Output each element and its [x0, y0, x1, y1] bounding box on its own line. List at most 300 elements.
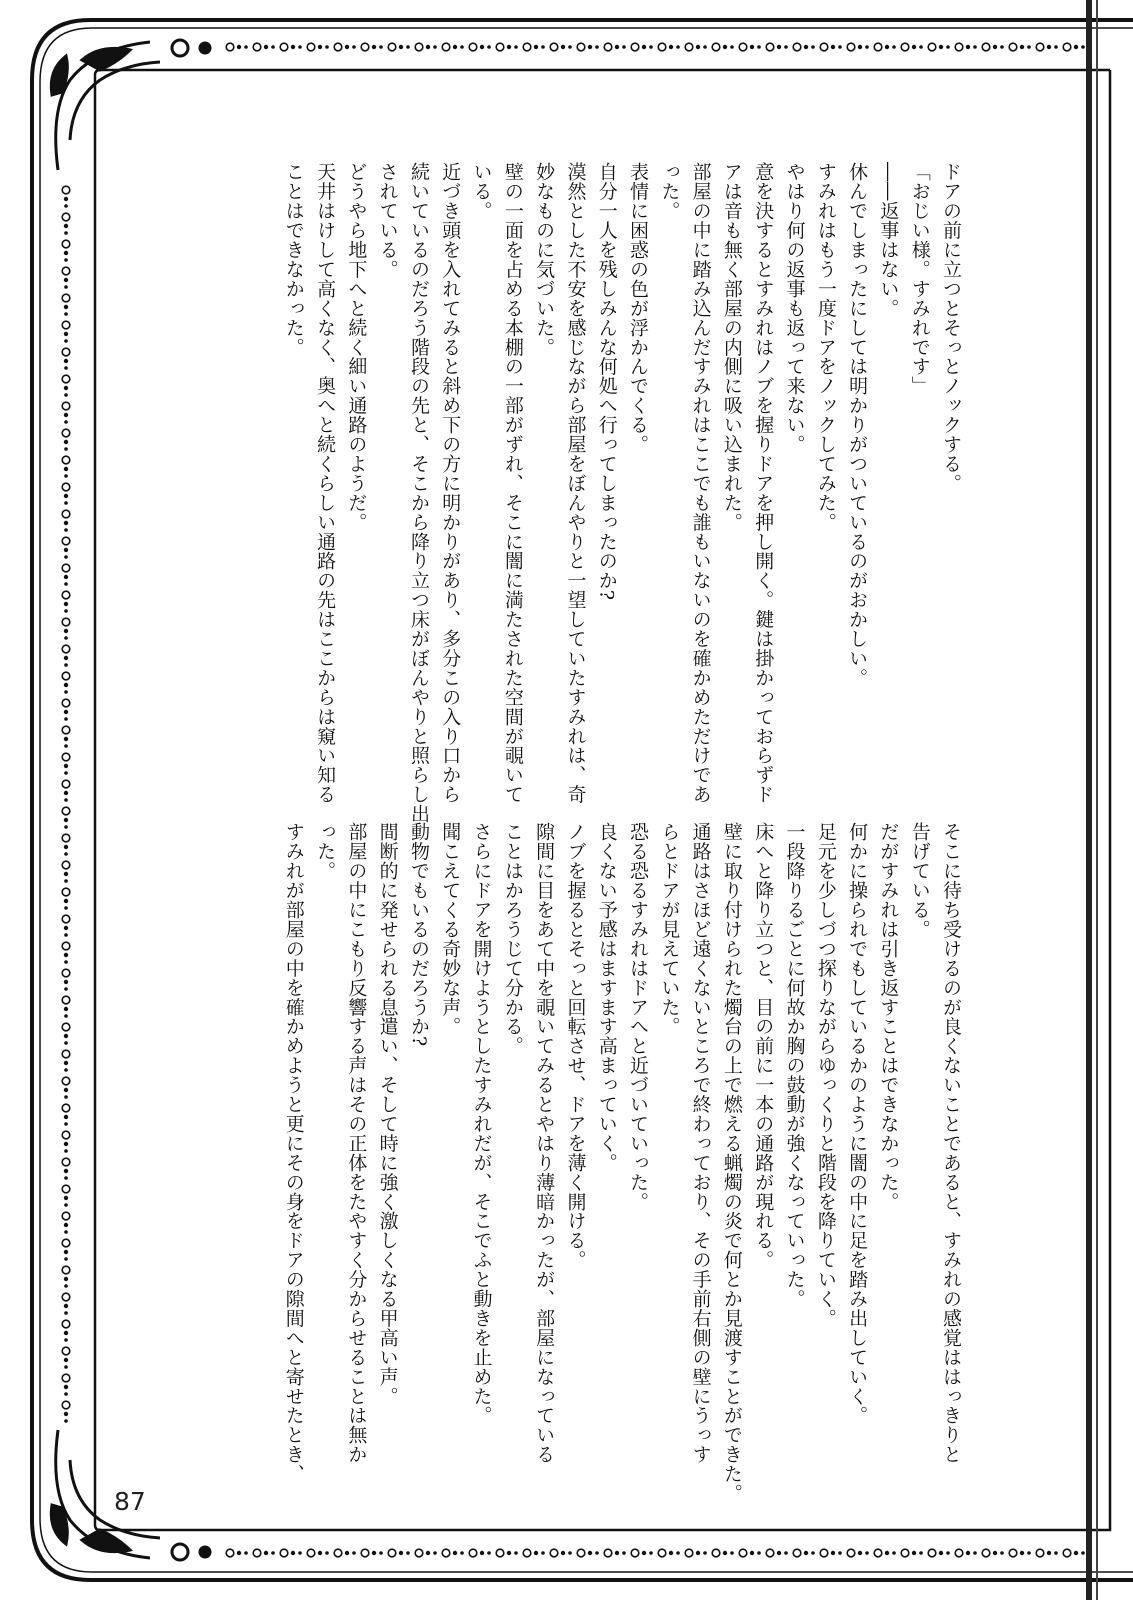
border-dot: [62, 1212, 70, 1220]
text-line: 漠然とした不安を感じながら部屋をぼんやりと一望していたすみれは、奇: [564, 162, 587, 804]
border-dot: [453, 1551, 457, 1555]
text-line: だがすみれは引き返すことはできなかった。: [877, 822, 900, 1211]
border-dot: [577, 1549, 585, 1557]
border-dot: [541, 1551, 545, 1555]
border-dot: [712, 1549, 720, 1557]
border-dot: [361, 1549, 369, 1557]
border-dot: [64, 501, 68, 505]
border-dot: [64, 528, 68, 532]
border-dot: [372, 45, 376, 49]
border-dot: [62, 1401, 70, 1409]
border-dot: [64, 1068, 68, 1072]
text-line: 意を決するとすみれはノブを握りドアを押し開く。鍵は掛かっておらずド: [752, 162, 775, 804]
border-dot: [507, 45, 511, 49]
border-dot: [1009, 1549, 1017, 1557]
border-dot: [64, 1149, 68, 1153]
text-line: 床へと降り立つと、目の前に一本の通路が現れる。: [752, 822, 775, 1270]
border-dot: [64, 548, 68, 552]
right-edge-bar-2: [1096, 0, 1098, 1600]
text-line: ドアの前に立つとそっとノックする。: [940, 162, 962, 493]
border-dot: [676, 45, 680, 49]
border-dot: [298, 45, 302, 49]
border-dot: [64, 609, 68, 613]
border-dot: [777, 45, 781, 49]
border-dot: [237, 1551, 241, 1555]
border-dot: [64, 1122, 68, 1126]
border-dot: [62, 861, 70, 869]
border-dot: [865, 1551, 869, 1555]
border-dot: [64, 494, 68, 498]
border-dot: [64, 1358, 68, 1362]
border-dot: [550, 1549, 558, 1557]
border-dot: [892, 45, 896, 49]
border-dot: [1020, 1551, 1024, 1555]
border-dot: [64, 852, 68, 856]
text-line: 告げている。: [908, 822, 931, 939]
border-dot: [793, 43, 801, 51]
border-dot: [1009, 43, 1017, 51]
text-line: 表情に困惑の色が浮かんでくる。: [627, 162, 650, 454]
border-dot: [64, 1176, 68, 1180]
border-dot: [550, 43, 558, 51]
border-dot: [577, 43, 585, 51]
border-dot: [966, 1551, 970, 1555]
border-dot: [973, 1551, 977, 1555]
right-edge-bar: [1086, 0, 1092, 1600]
border-dot: [64, 771, 68, 775]
text-line: 部屋の中に踏み込んだすみれはここでも誰もいないのを確かめただけであ: [689, 162, 712, 804]
border-dot: [892, 1551, 896, 1555]
border-dot: [64, 1230, 68, 1234]
border-dot: [64, 1412, 68, 1416]
border-dot: [523, 1549, 531, 1557]
border-dot: [64, 872, 68, 876]
border-dot: [62, 537, 70, 545]
border-dot: [541, 45, 545, 49]
border-dot: [658, 1549, 666, 1557]
border-dot: [649, 45, 653, 49]
border-dot: [426, 45, 430, 49]
border-dot: [820, 43, 828, 51]
border-dot: [64, 582, 68, 586]
border-dot: [64, 602, 68, 606]
text-line: 何かに操られでもしているかのように闇の中に足を踏み出していく。: [846, 822, 869, 1425]
border-dot: [64, 1142, 68, 1146]
border-dot: [62, 1050, 70, 1058]
text-line: ことはできなかった。: [282, 162, 305, 357]
border-dot: [669, 1551, 673, 1555]
border-dot: [64, 1385, 68, 1389]
border-dot: [712, 43, 720, 51]
border-dot: [939, 45, 943, 49]
border-dot: [64, 1257, 68, 1261]
border-dot: [237, 45, 241, 49]
border-dot: [62, 942, 70, 950]
border-dot: [460, 1551, 464, 1555]
border-dot: [568, 45, 572, 49]
border-dot: [62, 996, 70, 1004]
border-dot: [62, 645, 70, 653]
border-dot: [469, 1549, 477, 1557]
border-dot: [523, 43, 531, 51]
border-dot: [62, 456, 70, 464]
border-dot: [62, 1374, 70, 1382]
border-dot: [514, 1551, 518, 1555]
border-dot: [442, 43, 450, 51]
border-dot: [874, 1549, 882, 1557]
border-dot: [399, 45, 403, 49]
border-dot: [696, 45, 700, 49]
border-dot: [885, 45, 889, 49]
border-dot: [226, 43, 234, 51]
border-dot: [1020, 45, 1024, 49]
border-dot: [64, 798, 68, 802]
border-dot: [64, 575, 68, 579]
border-dot: [469, 43, 477, 51]
border-dot: [62, 1347, 70, 1355]
border-dot: [534, 1551, 538, 1555]
border-dot: [622, 1551, 626, 1555]
border-dot: [730, 1551, 734, 1555]
border-dot: [264, 1551, 268, 1555]
border-dot: [64, 1115, 68, 1119]
border-dot: [912, 1551, 916, 1555]
border-dot: [955, 1549, 963, 1557]
border-dot: [1063, 43, 1071, 51]
border-dot: [568, 1551, 572, 1555]
border-dot: [62, 915, 70, 923]
page-number: 87: [114, 1487, 146, 1516]
border-dot: [318, 1551, 322, 1555]
text-line: 部屋の中にこもり反響する声はその正体をたやすく分からせることは無か: [345, 822, 368, 1464]
border-dot: [64, 656, 68, 660]
border-dot: [1047, 45, 1051, 49]
border-dot: [64, 960, 68, 964]
border-dot: [1036, 43, 1044, 51]
text-line: 動物でもいるのだろうか?: [407, 822, 430, 1047]
border-dot: [739, 43, 747, 51]
border-dot: [62, 699, 70, 707]
border-dot: [64, 224, 68, 228]
border-dot: [64, 663, 68, 667]
border-dot: [831, 1551, 835, 1555]
border-dot: [307, 43, 315, 51]
border-dot: [685, 43, 693, 51]
border-dot: [615, 1551, 619, 1555]
border-dot: [62, 618, 70, 626]
border-dot: [64, 683, 68, 687]
border-dot: [426, 1551, 430, 1555]
text-line: 休んでしまったにしては明かりがついているのがおかしい。: [846, 162, 869, 688]
border-dot: [62, 1104, 70, 1112]
text-line: 自分一人を残しみんな何処へ行ってしまったのか?: [595, 162, 618, 601]
bottom-dot-border: [226, 1549, 1085, 1557]
text-line: すみれはもう一度ドアをノックしてみた。: [814, 162, 837, 532]
border-dot: [64, 258, 68, 262]
border-dot: [388, 1549, 396, 1557]
border-dot: [703, 45, 707, 49]
border-dot: [64, 474, 68, 478]
border-dot: [831, 45, 835, 49]
border-dot: [361, 43, 369, 51]
text-line: った。: [658, 162, 681, 221]
border-dot: [649, 1551, 653, 1555]
border-dot: [595, 1551, 599, 1555]
border-dot: [460, 45, 464, 49]
border-dot: [325, 45, 329, 49]
border-dot: [64, 1284, 68, 1288]
text-line: 間断的に発せられる息遣い、そして時に強く激しくなる甲高い声。: [376, 822, 399, 1406]
border-dot: [669, 45, 673, 49]
border-dot: [62, 1239, 70, 1247]
top-left-flourish: [51, 40, 210, 170]
border-dot: [62, 186, 70, 194]
border-dot: [973, 45, 977, 49]
border-dot: [62, 1320, 70, 1328]
border-dot: [480, 1551, 484, 1555]
border-dot: [64, 440, 68, 444]
border-dot: [64, 251, 68, 255]
border-dot: [64, 1088, 68, 1092]
border-dot: [62, 429, 70, 437]
border-dot: [982, 1549, 990, 1557]
border-dot: [534, 45, 538, 49]
border-dot: [993, 1551, 997, 1555]
border-dot: [298, 1551, 302, 1555]
border-dot: [271, 45, 275, 49]
border-dot: [291, 45, 295, 49]
border-dot: [750, 45, 754, 49]
text-line: さらにドアを開けようとしたすみれだが、そこでふと動きを止めた。: [470, 822, 493, 1425]
border-dot: [928, 43, 936, 51]
border-dot: [64, 1223, 68, 1227]
border-dot: [642, 45, 646, 49]
border-dot: [64, 1277, 68, 1281]
upper-text-block: [277, 162, 966, 824]
border-dot: [62, 726, 70, 734]
border-dot: [62, 591, 70, 599]
border-dot: [811, 45, 815, 49]
border-dot: [766, 43, 774, 51]
border-dot: [901, 43, 909, 51]
border-dot: [838, 45, 842, 49]
border-dot: [993, 45, 997, 49]
border-dot: [64, 636, 68, 640]
border-dot: [874, 43, 882, 51]
text-line: 壁に取り付けられた燭台の上で燃える蝋燭の炎で何とか見渡すことができた。: [720, 822, 743, 1503]
border-dot: [507, 1551, 511, 1555]
border-dot: [64, 231, 68, 235]
border-dot: [64, 386, 68, 390]
border-dot: [804, 45, 808, 49]
border-dot: [64, 366, 68, 370]
border-dot: [64, 420, 68, 424]
border-dot: [62, 402, 70, 410]
border-dot: [379, 1551, 383, 1555]
border-dot: [64, 1392, 68, 1396]
border-dot: [685, 1549, 693, 1557]
border-dot: [64, 1311, 68, 1315]
border-dot: [804, 1551, 808, 1555]
text-line: すみれが部屋の中を確かめようと更にその身をドアの隙間へと寄せたとき、: [282, 822, 305, 1484]
border-dot: [64, 791, 68, 795]
lower-text-block: [277, 822, 966, 1503]
border-dot: [62, 753, 70, 761]
border-dot: [496, 1549, 504, 1557]
text-line: 恐る恐るすみれはドアへと近づいていった。: [627, 822, 650, 1211]
border-dot: [226, 1549, 234, 1557]
text-line: 妙なものに気づいた。: [533, 162, 556, 357]
border-dot: [62, 834, 70, 842]
border-dot: [64, 555, 68, 559]
border-dot: [514, 45, 518, 49]
border-dot: [64, 197, 68, 201]
border-dot: [64, 737, 68, 741]
border-dot: [838, 1551, 842, 1555]
border-dot: [62, 780, 70, 788]
border-dot: [64, 204, 68, 208]
border-dot: [64, 312, 68, 316]
text-line: 近づき頭を入れてみると斜め下の方に明かりがあり、多分この入り口から: [439, 162, 462, 804]
border-dot: [64, 359, 68, 363]
border-dot: [631, 1549, 639, 1557]
text-line: った。: [314, 822, 337, 881]
border-dot: [64, 926, 68, 930]
left-dot-border: [62, 186, 70, 1423]
border-dot: [62, 1131, 70, 1139]
border-dot: [64, 1419, 68, 1423]
text-line: ノブを握るとそっと回転させ、ドアを薄く開ける。: [564, 822, 587, 1270]
border-dot: [62, 267, 70, 275]
border-dot: [703, 1551, 707, 1555]
border-dot: [62, 510, 70, 518]
border-dot: [345, 45, 349, 49]
text-line: どうやら地下へと続く細い通路のようだ。: [345, 162, 368, 532]
border-dot: [64, 393, 68, 397]
border-dot: [64, 1014, 68, 1018]
border-dot: [955, 43, 963, 51]
border-dot: [280, 1549, 288, 1557]
border-dot: [415, 43, 423, 51]
border-dot: [595, 45, 599, 49]
border-dot: [64, 1061, 68, 1065]
border-dot: [334, 43, 342, 51]
border-dot: [325, 1551, 329, 1555]
border-dot: [453, 45, 457, 49]
border-dot: [642, 1551, 646, 1555]
border-dot: [784, 1551, 788, 1555]
border-dot: [62, 375, 70, 383]
border-dot: [64, 332, 68, 336]
border-dot: [62, 1266, 70, 1274]
border-dot: [62, 240, 70, 248]
border-dot: [62, 483, 70, 491]
border-dot: [291, 1551, 295, 1555]
border-dot: [64, 1095, 68, 1099]
text-line: アは音も無く部屋の内側に吸い込まれた。: [720, 162, 743, 532]
border-dot: [588, 1551, 592, 1555]
border-dot: [264, 45, 268, 49]
border-dot: [604, 43, 612, 51]
border-dot: [676, 1551, 680, 1555]
border-dot: [1047, 1551, 1051, 1555]
border-dot: [64, 339, 68, 343]
border-dot: [496, 43, 504, 51]
text-line: やはり何の返事も返って来ない。: [783, 162, 806, 454]
border-dot: [352, 1551, 356, 1555]
border-dot: [1054, 1551, 1058, 1555]
border-dot: [615, 45, 619, 49]
text-line: 「おじい様。すみれです」: [908, 162, 931, 396]
border-dot: [271, 1551, 275, 1555]
border-dot: [939, 1551, 943, 1555]
border-dot: [858, 45, 862, 49]
border-dot: [406, 1551, 410, 1555]
border-dot: [487, 45, 491, 49]
text-line: 壁の一面を占める本棚の一部がずれ、そこに闇に満たされた空間が覗いて: [501, 162, 524, 804]
border-dot: [62, 888, 70, 896]
border-dot: [901, 1549, 909, 1557]
border-dot: [62, 1293, 70, 1301]
border-dot: [928, 1549, 936, 1557]
border-dot: [64, 1338, 68, 1342]
border-dot: [946, 45, 950, 49]
border-dot: [64, 710, 68, 714]
border-dot: [64, 744, 68, 748]
border-dot: [480, 45, 484, 49]
border-dot: [372, 1551, 376, 1555]
border-dot: [658, 43, 666, 51]
border-dot: [64, 413, 68, 417]
border-dot: [919, 45, 923, 49]
border-dot: [62, 672, 70, 680]
border-dot: [62, 348, 70, 356]
border-dot: [946, 1551, 950, 1555]
border-dot: [64, 1169, 68, 1173]
text-line: そこに待ち受けるのが良くないことであると、すみれの感覚ははっきりと: [940, 822, 962, 1464]
border-dot: [62, 807, 70, 815]
border-dot: [280, 43, 288, 51]
border-dot: [1063, 1549, 1071, 1557]
border-dot: [244, 1551, 248, 1555]
border-dot: [307, 1549, 315, 1557]
border-dot: [318, 45, 322, 49]
border-dot: [64, 1250, 68, 1254]
border-dot: [64, 1331, 68, 1335]
border-dot: [64, 818, 68, 822]
border-dot: [1074, 1551, 1078, 1555]
border-dot: [912, 45, 916, 49]
border-dot: [1000, 1551, 1004, 1555]
border-dot: [62, 294, 70, 302]
border-dot: [64, 1304, 68, 1308]
border-dot: [352, 45, 356, 49]
border-dot: [64, 285, 68, 289]
border-dot: [696, 1551, 700, 1555]
border-dot: [64, 980, 68, 984]
border-dot: [406, 45, 410, 49]
border-dot: [820, 1549, 828, 1557]
border-dot: [64, 629, 68, 633]
border-dot: [64, 845, 68, 849]
border-dot: [64, 899, 68, 903]
text-line: ことはかろうじて分かる。: [501, 822, 524, 1056]
text-line: 続いているのだろう階段の先と、そこから降り立つ床がぼんやりと照らし出: [407, 162, 430, 824]
border-dot: [885, 1551, 889, 1555]
border-dot: [253, 1549, 261, 1557]
text-line: 通路はさほど遠くないところで終わっており、その手前右側の壁にうっす: [689, 822, 712, 1464]
text-line: 一段降りるごとに何故か胸の鼓動が強くなっていった。: [783, 822, 806, 1309]
